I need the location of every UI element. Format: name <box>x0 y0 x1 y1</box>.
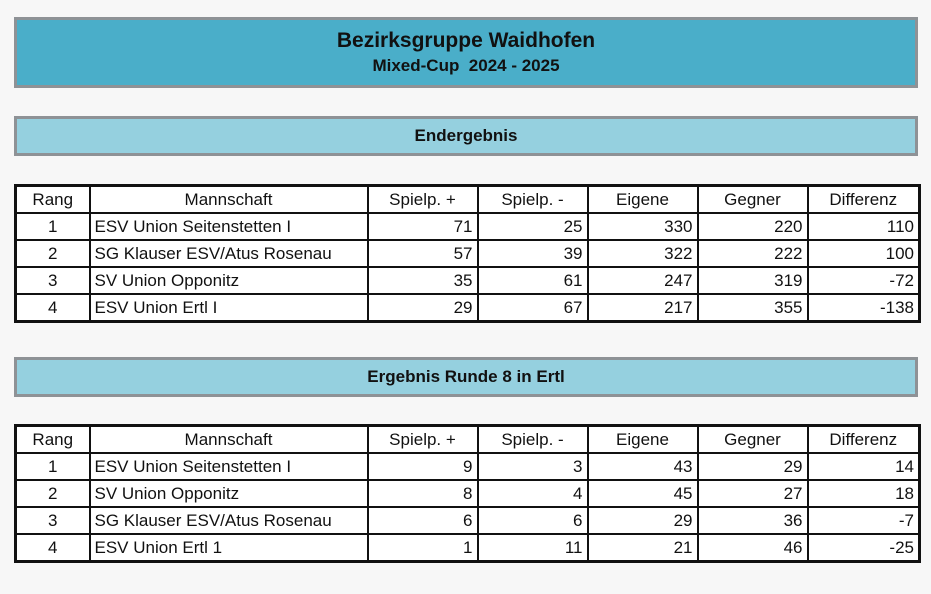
column-header-gegner: Gegner <box>698 426 808 454</box>
cell-gegner: 355 <box>698 294 808 322</box>
cell-team: SV Union Opponitz <box>90 267 368 294</box>
cell-team: ESV Union Seitenstetten I <box>90 453 368 480</box>
cell-eigene: 217 <box>588 294 698 322</box>
round-results-table <box>14 424 921 563</box>
table-row <box>16 213 920 240</box>
page-subtitle: Mixed-Cup 2024 - 2025 <box>372 56 560 75</box>
cell-differenz: -72 <box>808 267 920 294</box>
table-row <box>16 507 920 534</box>
cell-gegner: 46 <box>698 534 808 562</box>
cell-team: SG Klauser ESV/Atus Rosenau <box>90 507 368 534</box>
column-header-mannschaft: Mannschaft <box>90 186 368 214</box>
table-row <box>16 240 920 267</box>
table-header-row <box>16 426 920 454</box>
cell-gegner: 220 <box>698 213 808 240</box>
column-header-spielp-minus: Spielp. - <box>478 426 588 454</box>
cell-differenz: 100 <box>808 240 920 267</box>
cell-rang: 3 <box>16 507 90 534</box>
table-row <box>16 267 920 294</box>
table-header-row <box>16 186 920 214</box>
cell-rang: 4 <box>16 294 90 322</box>
cell-spielp-plus: 8 <box>368 480 478 507</box>
cell-differenz: -7 <box>808 507 920 534</box>
final-results-table <box>14 184 921 323</box>
column-header-rang: Rang <box>16 426 90 454</box>
cell-spielp-minus: 3 <box>478 453 588 480</box>
cell-spielp-plus: 6 <box>368 507 478 534</box>
cell-differenz: 110 <box>808 213 920 240</box>
cell-gegner: 29 <box>698 453 808 480</box>
cell-spielp-plus: 29 <box>368 294 478 322</box>
cell-spielp-minus: 6 <box>478 507 588 534</box>
table-row <box>16 294 920 322</box>
cell-rang: 1 <box>16 453 90 480</box>
cell-rang: 3 <box>16 267 90 294</box>
cell-team: ESV Union Ertl I <box>90 294 368 322</box>
cell-eigene: 330 <box>588 213 698 240</box>
cell-gegner: 36 <box>698 507 808 534</box>
cell-differenz: -138 <box>808 294 920 322</box>
cell-team: ESV Union Ertl 1 <box>90 534 368 562</box>
cell-spielp-minus: 61 <box>478 267 588 294</box>
column-header-eigene: Eigene <box>588 186 698 214</box>
cell-eigene: 247 <box>588 267 698 294</box>
cell-team: ESV Union Seitenstetten I <box>90 213 368 240</box>
cell-gegner: 319 <box>698 267 808 294</box>
table-row <box>16 453 920 480</box>
cell-eigene: 45 <box>588 480 698 507</box>
cell-spielp-plus: 1 <box>368 534 478 562</box>
cell-rang: 2 <box>16 480 90 507</box>
cell-spielp-plus: 35 <box>368 267 478 294</box>
cell-spielp-minus: 39 <box>478 240 588 267</box>
column-header-spielp-plus: Spielp. + <box>368 186 478 214</box>
cell-gegner: 27 <box>698 480 808 507</box>
column-header-gegner: Gegner <box>698 186 808 214</box>
cell-team: SG Klauser ESV/Atus Rosenau <box>90 240 368 267</box>
cell-spielp-plus: 57 <box>368 240 478 267</box>
cell-spielp-minus: 11 <box>478 534 588 562</box>
cell-spielp-minus: 67 <box>478 294 588 322</box>
title-banner <box>14 17 918 88</box>
cell-differenz: 14 <box>808 453 920 480</box>
table-row <box>16 534 920 562</box>
cell-spielp-plus: 71 <box>368 213 478 240</box>
cell-eigene: 322 <box>588 240 698 267</box>
cell-eigene: 29 <box>588 507 698 534</box>
column-header-rang: Rang <box>16 186 90 214</box>
cell-rang: 2 <box>16 240 90 267</box>
column-header-spielp-plus: Spielp. + <box>368 426 478 454</box>
column-header-differenz: Differenz <box>808 426 920 454</box>
cell-differenz: -25 <box>808 534 920 562</box>
cell-spielp-plus: 9 <box>368 453 478 480</box>
section-title-final: Endergebnis <box>14 116 918 156</box>
cell-differenz: 18 <box>808 480 920 507</box>
cell-spielp-minus: 4 <box>478 480 588 507</box>
cell-spielp-minus: 25 <box>478 213 588 240</box>
column-header-eigene: Eigene <box>588 426 698 454</box>
column-header-spielp-minus: Spielp. - <box>478 186 588 214</box>
cell-eigene: 43 <box>588 453 698 480</box>
column-header-differenz: Differenz <box>808 186 920 214</box>
column-header-mannschaft: Mannschaft <box>90 426 368 454</box>
cell-gegner: 222 <box>698 240 808 267</box>
cell-eigene: 21 <box>588 534 698 562</box>
page-title: Bezirksgruppe Waidhofen <box>336 29 596 52</box>
table-row <box>16 480 920 507</box>
cell-team: SV Union Opponitz <box>90 480 368 507</box>
cell-rang: 4 <box>16 534 90 562</box>
cell-rang: 1 <box>16 213 90 240</box>
section-title-round: Ergebnis Runde 8 in Ertl <box>14 357 918 397</box>
